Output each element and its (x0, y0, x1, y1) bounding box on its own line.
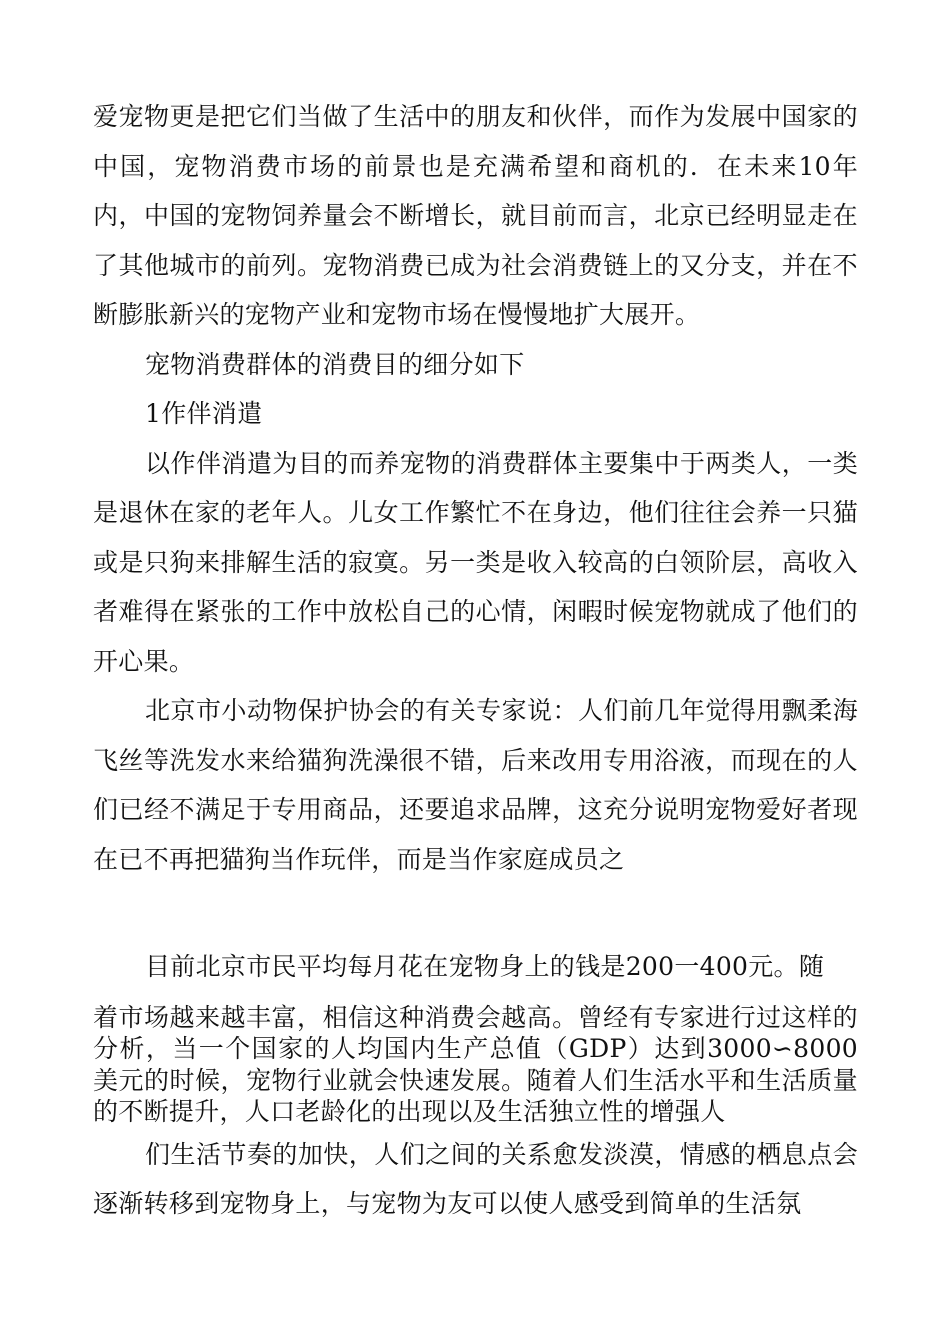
paragraph-market-analysis: 着市场越来越丰富，相信这种消费会越高。曾经有专家进行过这样的分析，当一个国家的人均国内生产总值（GDP）达到3000∽8000美元的时候，宠物行业就会快速发展。随着人们生活水平和生活质量的不断提升，人口老龄化的出现以及生活独立性的增强人 (93, 1002, 858, 1126)
paragraph-expert-quote: 北京市小动物保护协会的有关专家说：人们前几年觉得用飘柔海飞丝等洗发水来给猫狗洗澡很不错，后来改用专用浴液，而现在的人们已经不满足于专用商品，还要追求品牌，这充分说明宠物爱好者现在已不再把猫狗当作玩伴，而是当作家庭成员之 (93, 696, 858, 874)
paragraph-segment-heading: 宠物消费群体的消费目的细分如下 (145, 349, 525, 379)
paragraph-intro: 爱宠物更是把它们当做了生活中的朋友和伙伴，而作为发展中国家的中国，宠物消费市场的前景也是充满希望和商机的．在未来10年内，中国的宠物饲养量会不断增长，就目前而言，北京已经明显走在了其他城市的前列。宠物消费已成为社会消费链上的又分支，并在不断膨胀新兴的宠物产业和宠物市场在慢慢地扩大展开。 (93, 102, 858, 329)
paragraph-lifestyle: 们生活节奏的加快，人们之间的关系愈发淡漠，情感的栖息点会逐渐转移到宠物身上，与宠物为友可以使人感受到简单的生活氛 (93, 1139, 858, 1218)
section-heading-companionship: 1作伴消遣 (145, 399, 263, 428)
paragraph-companionship: 以作伴消遣为目的而养宠物的消费群体主要集中于两类人，一类是退休在家的老年人。儿女工作繁忙不在身边，他们往往会养一只猫或是只狗来排解生活的寂寞。另一类是收入较高的白领阶层，高收入者难得在紧张的工作中放松自己的心情，闲暇时候宠物就成了他们的开心果。 (93, 448, 858, 676)
paragraph-spending: 目前北京市民平均每月花在宠物身上的钱是200一400元。随 (145, 952, 825, 981)
